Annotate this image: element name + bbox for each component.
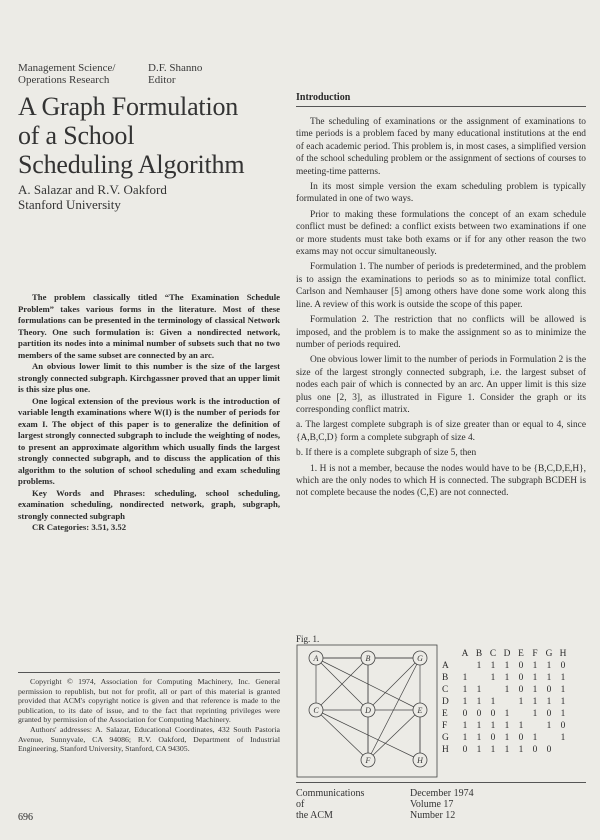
paper-title: [18, 92, 283, 179]
matrix-cell: 1: [532, 733, 538, 743]
matrix-cell: [514, 708, 528, 720]
graph-node-a: [309, 651, 323, 665]
matrix-cell: 1: [546, 673, 552, 683]
matrix-cell: 1: [518, 721, 524, 731]
copyright-notice: Copyright © 1974, Association for Computing Machinery, Inc. General permission to republish, but not for profit, all or part of this material is granted provided that ACM's copyright notice is given and that reference is made to the publication, to its date of issue, and to the fact that reprinting privileges were granted by permission of the Association for Computing Machinery.: [18, 677, 280, 725]
matrix-cell: 1: [476, 721, 482, 731]
matrix-cell: 1: [532, 661, 538, 671]
matrix-column-header: G: [545, 649, 553, 659]
matrix-column-header: B: [475, 649, 483, 659]
matrix-cell: 1: [504, 709, 510, 719]
footer-publication: [296, 788, 364, 821]
matrix-cell: 0: [518, 661, 524, 671]
graph-node-label: F: [365, 756, 371, 765]
matrix-cell: 0: [546, 745, 552, 755]
matrix-cell: 1: [504, 673, 510, 683]
matrix-cell: 1: [532, 673, 538, 683]
matrix-cell: 1: [518, 745, 524, 755]
matrix-cell: 0: [518, 733, 524, 743]
matrix-cell: 1: [462, 697, 468, 707]
figure-graph: [296, 644, 438, 778]
matrix-cell: 1: [560, 733, 566, 743]
graph-node-c: [309, 703, 323, 717]
graph-node-g: [413, 651, 427, 665]
publication-line: of: [296, 799, 305, 810]
matrix-cell: 1: [476, 733, 482, 743]
footnote: [18, 677, 280, 754]
matrix-column-header: C: [489, 649, 497, 659]
matrix-cell: 1: [462, 721, 468, 731]
body-list-item: b. If there is a complete subgraph of size 5, then: [296, 448, 477, 459]
matrix-row: [440, 660, 570, 672]
matrix-cell: 1: [476, 697, 482, 707]
matrix-row-label: B: [442, 673, 449, 683]
matrix-cell: 1: [560, 673, 566, 683]
matrix-cell: 1: [462, 685, 468, 695]
matrix-cell: 1: [532, 697, 538, 707]
body-list-item: 1. H is not a member, because the nodes would have to be {B,C,D,E,H}, which are the only nodes to which H is connected. The subgraph BCDEH is not complete because the nodes (C,E) are not connected.: [296, 463, 586, 499]
graph-node-label: H: [417, 756, 423, 765]
matrix-cell: 1: [476, 685, 482, 695]
body-paragraph: Formulation 2. The restriction that no conflicts will be allowed is imposed, and the problem is to make the assignment so as to minimize the number of periods required.: [296, 315, 586, 350]
matrix-column-header: E: [518, 649, 524, 659]
author-names: A. Salazar and R.V. Oakford: [18, 182, 167, 197]
issue-number: Number 12: [410, 810, 456, 821]
matrix-cell: [556, 744, 570, 756]
matrix-row: [440, 732, 570, 744]
figure-label: Fig. 1.: [296, 634, 320, 644]
conflict-matrix: [440, 648, 570, 756]
graph-node-label: B: [365, 654, 371, 663]
graph-node-label: C: [313, 706, 319, 715]
matrix-cell: [542, 732, 556, 744]
matrix-row-label: G: [442, 733, 449, 743]
body-text: [296, 116, 586, 503]
matrix-column-header: H: [559, 649, 567, 659]
matrix-cell: [486, 684, 500, 696]
graph-node-label: D: [365, 706, 371, 715]
graph-node-label: E: [417, 706, 423, 715]
graph-node-label: G: [417, 654, 423, 663]
graph-node-b: [361, 651, 375, 665]
matrix-row-label: E: [442, 709, 448, 719]
matrix-cell: 0: [490, 733, 496, 743]
matrix-cell: [472, 672, 486, 684]
matrix-cell: 1: [504, 721, 510, 731]
page-number: 696: [18, 812, 33, 823]
matrix-cell: 0: [462, 745, 468, 755]
title-line: of a School: [18, 121, 135, 150]
matrix-cell: [528, 720, 542, 732]
matrix-cell: 1: [476, 661, 482, 671]
matrix-row-label: D: [442, 697, 449, 707]
authors-block: [18, 182, 167, 212]
graph-node-d: [361, 703, 375, 717]
body-paragraph: Prior to making these formulations the concept of an exam schedule conflict must be defined: a conflict exists between two examinations if one or more students must take both exams or if for any other reason the two exams may not occur simultaneously.: [296, 209, 586, 258]
abstract: [18, 292, 280, 534]
matrix-cell: 0: [546, 685, 552, 695]
footnote-rule: [18, 672, 280, 673]
graph-node-f: [361, 753, 375, 767]
author-affiliation: Stanford University: [18, 197, 121, 212]
matrix-column-header: A: [461, 649, 469, 659]
abstract-paragraph: One logical extension of the previous work is the introduction of variable length examinations where W(I) is the number of periods for exam I. The object of this paper is to generalize the definition of largest strongly connected subgraph to include the weighting of nodes, to present an approximate algorithm which usually finds the largest strongly connected subgraph, and to discuss the application of this algorithm to the solution of school scheduling and exam scheduling problems.: [18, 395, 280, 486]
footer-issue: [410, 788, 474, 821]
body-list-item: a. The largest complete subgraph is of size greater than or equal to 4, since {A,B,C,D} form a complete subgraph of size 4.: [296, 420, 586, 443]
graph-edge-e-f: [368, 710, 420, 760]
editor-block: [148, 62, 202, 86]
title-line: Scheduling Algorithm: [18, 150, 245, 179]
matrix-cell: [500, 696, 514, 708]
matrix-cell: 1: [504, 661, 510, 671]
matrix-cell: 0: [532, 745, 538, 755]
matrix-cell: 0: [490, 709, 496, 719]
graph-node-e: [413, 703, 427, 717]
journal-section: [18, 62, 115, 86]
issue-volume: Volume 17: [410, 799, 454, 810]
graph-node-h: [413, 753, 427, 767]
journal-line: Operations Research: [18, 74, 110, 86]
matrix-cell: 0: [546, 709, 552, 719]
matrix-cell: 0: [560, 661, 566, 671]
matrix-cell: 1: [462, 733, 468, 743]
matrix-cell: 1: [532, 685, 538, 695]
body-paragraph: The scheduling of examinations or the assignment of examinations to time periods is a problem faced by many educational institutions at the end of each academic period. This problem is, in most cases, a simplified version of the school scheduling problem or the assignment of sections of courses to meeting-time patterns.: [296, 117, 586, 177]
matrix-cell: 1: [490, 697, 496, 707]
footer-rule: [296, 782, 586, 783]
matrix-cell: 1: [560, 685, 566, 695]
matrix-column-header: D: [503, 649, 511, 659]
abstract-paragraph: An obvious lower limit to this number is the size of the largest strongly connected subgraph. Kirchgassner proved that an upper limit is this size plus one.: [18, 361, 280, 394]
body-paragraph: One obvious lower limit to the number of periods in Formulation 2 is the size of the largest strongly connected subgraph, i.e. the largest subset of nodes each pair of which is connected by an arc. An upper limit is this size plus one [2, 3], as illustrated in Figure 1. Consider the graph or its corresponding conflict matrix.: [296, 355, 586, 415]
matrix-cell: 1: [490, 745, 496, 755]
matrix-cell: 1: [490, 661, 496, 671]
publication-line: Communications: [296, 788, 365, 799]
title-line: A Graph Formulation: [18, 92, 239, 121]
journal-line: Management Science/: [18, 62, 116, 74]
issue-date: December 1974: [410, 788, 474, 799]
matrix-header-row: [440, 648, 570, 660]
matrix-cell: 1: [504, 685, 510, 695]
abstract-keywords: Key Words and Phrases: scheduling, school scheduling, examination scheduling, nondirected network, graph, subgraph, strongly connected subgraph: [18, 487, 280, 521]
matrix-row: [440, 684, 570, 696]
matrix-row: [440, 708, 570, 720]
matrix-row: [440, 744, 570, 756]
matrix-cell: [458, 660, 472, 672]
matrix-cell: 1: [560, 697, 566, 707]
matrix-cell: 1: [546, 697, 552, 707]
matrix-cell: 1: [546, 721, 552, 731]
body-paragraph: Formulation 1. The number of periods is predetermined, and the problem is to assign the examinations to periods so as to minimize total conflict. Carlson and Nemhauser [5] among others have done some work along this line. A review of this work is outside the scope of this paper.: [296, 262, 586, 310]
matrix-cell: 1: [504, 733, 510, 743]
matrix-cell: 1: [462, 673, 468, 683]
matrix-cell: 0: [476, 709, 482, 719]
abstract-cr-categories: CR Categories: 3.51, 3.52: [32, 522, 127, 532]
matrix-cell: 1: [504, 745, 510, 755]
matrix-cell: 1: [490, 721, 496, 731]
matrix-cell: 0: [518, 673, 524, 683]
matrix-cell: 1: [518, 697, 524, 707]
matrix-cell: 1: [532, 709, 538, 719]
authors-addresses: Authors' addresses: A. Salazar, Educational Coordinates, 432 South Pastoria Avenue, Sunnyvale, CA 94086; R.V. Oakford, Department of Industrial Engineering, Stanford University, Stanford, CA 94305.: [18, 724, 280, 754]
section-rule: [296, 106, 586, 107]
body-paragraph: In its most simple version the exam scheduling problem is typically formulated in one of two ways.: [296, 182, 586, 205]
matrix-row-label: H: [442, 745, 449, 755]
graph-edge-c-f: [316, 710, 368, 760]
matrix-row-label: C: [442, 685, 449, 695]
matrix-cell: 0: [560, 721, 566, 731]
editor-name: D.F. Shanno: [148, 62, 203, 74]
editor-role: Editor: [148, 74, 176, 86]
matrix-cell: 1: [546, 661, 552, 671]
matrix-cell: 1: [490, 673, 496, 683]
matrix-row: [440, 696, 570, 708]
graph-edge-f-g: [368, 658, 420, 760]
abstract-paragraph: The problem classically titled “The Examination Schedule Problem” takes various forms in the literature. Most of these formulations can be presented in the terminology of classical Network Theory. One such formulation is: Given a nondirected network, partition its nodes into a minimal number of subsets such that no two members of the same subset are connected by an arc.: [18, 292, 280, 360]
matrix-cell: 1: [560, 709, 566, 719]
matrix-corner: [440, 648, 458, 660]
matrix-cell: 0: [462, 709, 468, 719]
matrix-row-label: F: [442, 721, 448, 731]
section-heading: Introduction: [296, 92, 351, 103]
graph-edge-d-g: [368, 658, 420, 710]
matrix-row: [440, 720, 570, 732]
matrix-column-header: F: [532, 649, 538, 659]
matrix-row-label: A: [442, 661, 449, 671]
graph-node-label: A: [313, 654, 319, 663]
publication-line: the ACM: [296, 810, 333, 821]
matrix-cell: 1: [476, 745, 482, 755]
matrix-row: [440, 672, 570, 684]
conflict-matrix-table: [440, 648, 570, 756]
matrix-cell: 0: [518, 685, 524, 695]
